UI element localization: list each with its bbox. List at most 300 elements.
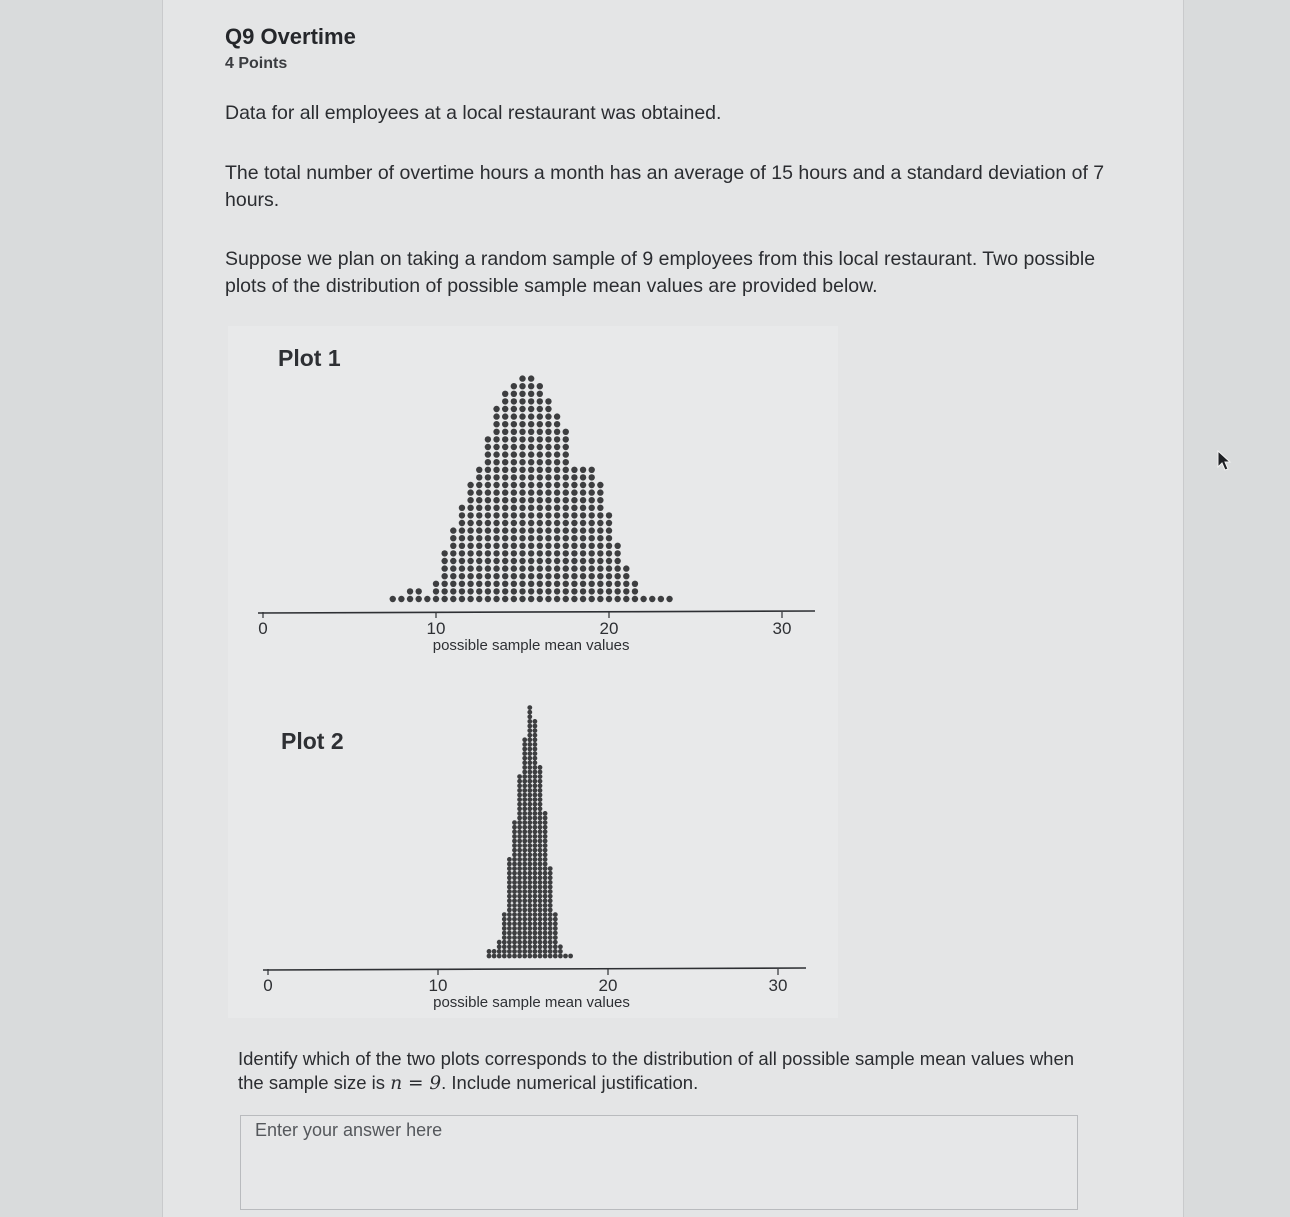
- data-dot: [485, 527, 491, 533]
- data-dot: [502, 921, 507, 926]
- data-dot: [537, 588, 543, 594]
- data-dot: [554, 558, 560, 564]
- data-dot: [554, 429, 560, 435]
- data-dot: [606, 543, 612, 549]
- data-dot: [512, 839, 517, 844]
- data-dot: [519, 482, 525, 488]
- data-dot: [533, 885, 538, 890]
- data-dot: [580, 535, 586, 541]
- data-dot: [517, 806, 522, 811]
- data-dot: [476, 588, 482, 594]
- data-dot: [538, 816, 543, 821]
- data-dot: [589, 596, 595, 602]
- data-dot: [497, 944, 502, 949]
- data-dot: [450, 573, 456, 579]
- data-dot: [537, 543, 543, 549]
- data-dot: [522, 793, 527, 798]
- data-dot: [441, 581, 447, 587]
- data-dot: [563, 581, 569, 587]
- data-dot: [545, 558, 551, 564]
- data-dot: [614, 573, 620, 579]
- data-dot: [507, 871, 512, 876]
- data-dot: [527, 921, 532, 926]
- data-dot: [580, 573, 586, 579]
- data-dot: [517, 788, 522, 793]
- data-dot: [537, 413, 543, 419]
- data-dot: [533, 931, 538, 936]
- data-dot: [517, 898, 522, 903]
- data-dot: [543, 857, 548, 862]
- data-dot: [467, 482, 473, 488]
- data-dot: [476, 520, 482, 526]
- data-dot: [522, 811, 527, 816]
- data-dot: [522, 926, 527, 931]
- data-dot: [537, 429, 543, 435]
- data-dot: [543, 862, 548, 867]
- data-dot: [527, 751, 532, 756]
- data-dot: [553, 926, 558, 931]
- data-dot: [554, 596, 560, 602]
- data-dot: [533, 894, 538, 899]
- data-dot: [589, 527, 595, 533]
- data-dot: [502, 565, 508, 571]
- data-dot: [545, 505, 551, 511]
- data-dot: [527, 802, 532, 807]
- data-dot: [528, 413, 534, 419]
- data-dot: [485, 596, 491, 602]
- data-dot: [511, 543, 517, 549]
- data-dot: [476, 565, 482, 571]
- data-dot: [527, 898, 532, 903]
- data-dot: [606, 550, 612, 556]
- data-dot: [519, 429, 525, 435]
- data-dot: [589, 550, 595, 556]
- data-dot: [493, 565, 499, 571]
- data-dot: [459, 505, 465, 511]
- data-dot: [511, 482, 517, 488]
- data-dot: [476, 527, 482, 533]
- data-dot: [485, 512, 491, 518]
- data-dot: [511, 436, 517, 442]
- data-dot: [533, 719, 538, 724]
- data-dot: [632, 596, 638, 602]
- data-dot: [517, 931, 522, 936]
- data-dot: [571, 512, 577, 518]
- data-dot: [493, 406, 499, 412]
- data-dot: [658, 596, 664, 602]
- data-dot: [485, 588, 491, 594]
- data-dot: [527, 760, 532, 765]
- data-dot: [568, 954, 573, 959]
- data-dot: [522, 889, 527, 894]
- data-dot: [522, 912, 527, 917]
- data-dot: [527, 756, 532, 761]
- data-dot: [528, 451, 534, 457]
- data-dot: [563, 482, 569, 488]
- data-dot: [538, 903, 543, 908]
- data-dot: [533, 875, 538, 880]
- data-dot: [545, 398, 551, 404]
- data-dot: [528, 482, 534, 488]
- data-dot: [522, 862, 527, 867]
- data-dot: [527, 889, 532, 894]
- data-dot: [459, 535, 465, 541]
- data-dot: [545, 596, 551, 602]
- data-dot: [476, 596, 482, 602]
- data-dot: [553, 944, 558, 949]
- data-dot: [538, 940, 543, 945]
- data-dot: [512, 898, 517, 903]
- data-dot: [543, 898, 548, 903]
- data-dot: [528, 398, 534, 404]
- data-dot: [548, 949, 553, 954]
- data-dot: [528, 489, 534, 495]
- data-dot: [511, 398, 517, 404]
- data-dot: [441, 550, 447, 556]
- data-dot: [563, 573, 569, 579]
- data-dot: [533, 862, 538, 867]
- data-dot: [485, 436, 491, 442]
- data-dot: [519, 573, 525, 579]
- data-dot: [632, 588, 638, 594]
- data-dot: [538, 912, 543, 917]
- prompt-text-end: . Include numerical justification.: [441, 1072, 699, 1093]
- data-dot: [485, 489, 491, 495]
- data-dot: [580, 596, 586, 602]
- data-dot: [533, 788, 538, 793]
- data-dot: [528, 550, 534, 556]
- data-dot: [543, 954, 548, 959]
- data-dot: [507, 894, 512, 899]
- data-dot: [467, 512, 473, 518]
- data-dot: [512, 917, 517, 922]
- data-dot: [527, 724, 532, 729]
- data-dot: [485, 573, 491, 579]
- data-dot: [527, 733, 532, 738]
- data-dot: [512, 903, 517, 908]
- data-dot: [507, 889, 512, 894]
- data-dot: [543, 848, 548, 853]
- data-dot: [485, 550, 491, 556]
- data-dot: [507, 912, 512, 917]
- data-dot: [533, 820, 538, 825]
- data-dot: [538, 797, 543, 802]
- data-dot: [467, 558, 473, 564]
- data-dot: [522, 774, 527, 779]
- data-dot: [554, 451, 560, 457]
- data-dot: [512, 944, 517, 949]
- data-dot: [554, 543, 560, 549]
- data-dot: [545, 535, 551, 541]
- data-dot: [528, 497, 534, 503]
- data-dot: [467, 596, 473, 602]
- data-dot: [533, 742, 538, 747]
- data-dot: [554, 436, 560, 442]
- data-dot: [522, 935, 527, 940]
- data-dot: [476, 474, 482, 480]
- data-dot: [497, 949, 502, 954]
- data-dot: [476, 489, 482, 495]
- data-dot: [548, 889, 553, 894]
- data-dot: [416, 588, 422, 594]
- data-dot: [528, 596, 534, 602]
- data-dot: [512, 866, 517, 871]
- data-dot: [538, 820, 543, 825]
- data-dot: [527, 816, 532, 821]
- data-dot: [407, 596, 413, 602]
- data-dot: [533, 949, 538, 954]
- data-dot: [493, 413, 499, 419]
- data-dot: [580, 550, 586, 556]
- data-dot: [485, 558, 491, 564]
- data-dot: [528, 421, 534, 427]
- data-dot: [528, 383, 534, 389]
- data-dot: [522, 834, 527, 839]
- data-dot: [537, 383, 543, 389]
- data-dot: [538, 843, 543, 848]
- data-dot: [511, 421, 517, 427]
- data-dot: [589, 543, 595, 549]
- data-dot: [511, 413, 517, 419]
- data-dot: [493, 459, 499, 465]
- data-dot: [538, 935, 543, 940]
- data-dot: [511, 497, 517, 503]
- data-dot: [527, 770, 532, 775]
- data-dot: [502, 535, 508, 541]
- data-dot: [543, 894, 548, 899]
- data-dot: [554, 527, 560, 533]
- data-dot: [485, 497, 491, 503]
- data-dot: [538, 954, 543, 959]
- data-dot: [487, 954, 492, 959]
- data-dot: [519, 474, 525, 480]
- data-dot: [517, 816, 522, 821]
- question-paragraph-1: Data for all employees at a local restaurant was obtained.: [225, 102, 722, 124]
- data-dot: [502, 482, 508, 488]
- data-dot: [537, 512, 543, 518]
- data-dot: [522, 848, 527, 853]
- data-dot: [507, 880, 512, 885]
- data-dot: [537, 535, 543, 541]
- data-dot: [538, 908, 543, 913]
- data-dot: [563, 954, 568, 959]
- data-dot: [548, 880, 553, 885]
- data-dot: [517, 949, 522, 954]
- data-dot: [511, 467, 517, 473]
- data-dot: [511, 527, 517, 533]
- data-dot: [512, 949, 517, 954]
- data-dot: [528, 459, 534, 465]
- data-dot: [537, 505, 543, 511]
- data-dot: [519, 489, 525, 495]
- data-dot: [507, 908, 512, 913]
- data-dot: [519, 543, 525, 549]
- data-dot: [528, 505, 534, 511]
- data-dot: [589, 489, 595, 495]
- data-dot: [649, 596, 655, 602]
- data-dot: [554, 573, 560, 579]
- data-dot: [517, 843, 522, 848]
- data-dot: [533, 921, 538, 926]
- data-dot: [589, 474, 595, 480]
- data-dot: [511, 573, 517, 579]
- data-dot: [553, 954, 558, 959]
- data-dot: [537, 421, 543, 427]
- data-dot: [538, 802, 543, 807]
- data-dot: [493, 497, 499, 503]
- answer-input[interactable]: [241, 1116, 1077, 1209]
- data-dot: [538, 880, 543, 885]
- data-dot: [522, 802, 527, 807]
- data-dot: [571, 581, 577, 587]
- data-dot: [528, 543, 534, 549]
- data-dot: [527, 797, 532, 802]
- data-dot: [517, 889, 522, 894]
- data-dot: [502, 497, 508, 503]
- data-dot: [580, 505, 586, 511]
- data-dot: [548, 926, 553, 931]
- data-dot: [537, 581, 543, 587]
- data-dot: [543, 843, 548, 848]
- data-dot: [527, 742, 532, 747]
- data-dot: [493, 527, 499, 533]
- data-dot: [522, 944, 527, 949]
- data-dot: [537, 565, 543, 571]
- data-dot: [517, 797, 522, 802]
- data-dot: [467, 581, 473, 587]
- data-dot: [512, 908, 517, 913]
- data-dot: [493, 520, 499, 526]
- data-dot: [487, 949, 492, 954]
- answer-box[interactable]: [240, 1115, 1078, 1210]
- data-dot: [543, 811, 548, 816]
- data-dot: [553, 931, 558, 936]
- data-dot: [527, 880, 532, 885]
- data-dot: [450, 535, 456, 541]
- data-dot: [606, 512, 612, 518]
- data-dot: [519, 413, 525, 419]
- data-dot: [543, 880, 548, 885]
- x-axis-line: [258, 611, 815, 613]
- data-dot: [519, 467, 525, 473]
- data-dot: [538, 825, 543, 830]
- data-dot: [512, 921, 517, 926]
- data-dot: [533, 857, 538, 862]
- data-dot: [502, 926, 507, 931]
- data-dot: [533, 829, 538, 834]
- data-dot: [537, 573, 543, 579]
- data-dot: [548, 866, 553, 871]
- data-dot: [543, 903, 548, 908]
- data-dot: [519, 375, 525, 381]
- data-dot: [538, 770, 543, 775]
- data-dot: [533, 944, 538, 949]
- data-dot: [545, 413, 551, 419]
- data-dot: [511, 383, 517, 389]
- data-dot: [511, 474, 517, 480]
- data-dot: [493, 543, 499, 549]
- data-dot: [528, 391, 534, 397]
- data-dot: [527, 834, 532, 839]
- data-dot: [493, 550, 499, 556]
- data-dot: [533, 871, 538, 876]
- data-dot: [502, 421, 508, 427]
- data-dot: [537, 497, 543, 503]
- data-dot: [502, 573, 508, 579]
- data-dot: [459, 527, 465, 533]
- data-dot: [543, 834, 548, 839]
- data-dot: [441, 565, 447, 571]
- data-dot: [533, 866, 538, 871]
- data-dot: [571, 482, 577, 488]
- data-dot: [580, 489, 586, 495]
- data-dot: [502, 489, 508, 495]
- data-dot: [459, 565, 465, 571]
- data-dot: [493, 429, 499, 435]
- data-dot: [485, 581, 491, 587]
- data-dot: [537, 489, 543, 495]
- data-dot: [528, 558, 534, 564]
- data-dot: [543, 825, 548, 830]
- data-dot: [507, 949, 512, 954]
- data-dot: [527, 783, 532, 788]
- data-dot: [527, 908, 532, 913]
- data-dot: [511, 391, 517, 397]
- data-dot: [507, 866, 512, 871]
- data-dot: [519, 565, 525, 571]
- data-dot: [502, 527, 508, 533]
- data-dot: [502, 451, 508, 457]
- data-dot: [614, 596, 620, 602]
- data-dot: [493, 558, 499, 564]
- data-dot: [548, 898, 553, 903]
- data-dot: [511, 565, 517, 571]
- data-dot: [571, 497, 577, 503]
- data-dot: [517, 774, 522, 779]
- data-dot: [606, 527, 612, 533]
- data-dot: [527, 912, 532, 917]
- data-dot: [558, 944, 563, 949]
- data-dot: [623, 596, 629, 602]
- data-dot: [433, 596, 439, 602]
- data-dot: [511, 406, 517, 412]
- data-dot: [553, 949, 558, 954]
- data-dot: [563, 505, 569, 511]
- data-dot: [538, 765, 543, 770]
- data-dot: [563, 550, 569, 556]
- data-dot: [606, 581, 612, 587]
- data-dot: [441, 588, 447, 594]
- data-dot: [580, 512, 586, 518]
- data-dot: [527, 848, 532, 853]
- data-dot: [543, 871, 548, 876]
- x-axis-label: possible sample mean values: [432, 637, 630, 654]
- data-dot: [517, 894, 522, 899]
- data-dot: [502, 935, 507, 940]
- data-dot: [519, 596, 525, 602]
- data-dot: [502, 406, 508, 412]
- x-tick-label: 0: [258, 619, 268, 638]
- data-dot: [538, 779, 543, 784]
- data-dot: [519, 497, 525, 503]
- data-dot: [528, 512, 534, 518]
- data-dot: [522, 880, 527, 885]
- data-dot: [517, 839, 522, 844]
- question-points: 4 Points: [225, 55, 288, 72]
- data-dot: [563, 543, 569, 549]
- data-dot: [537, 558, 543, 564]
- data-dot: [512, 889, 517, 894]
